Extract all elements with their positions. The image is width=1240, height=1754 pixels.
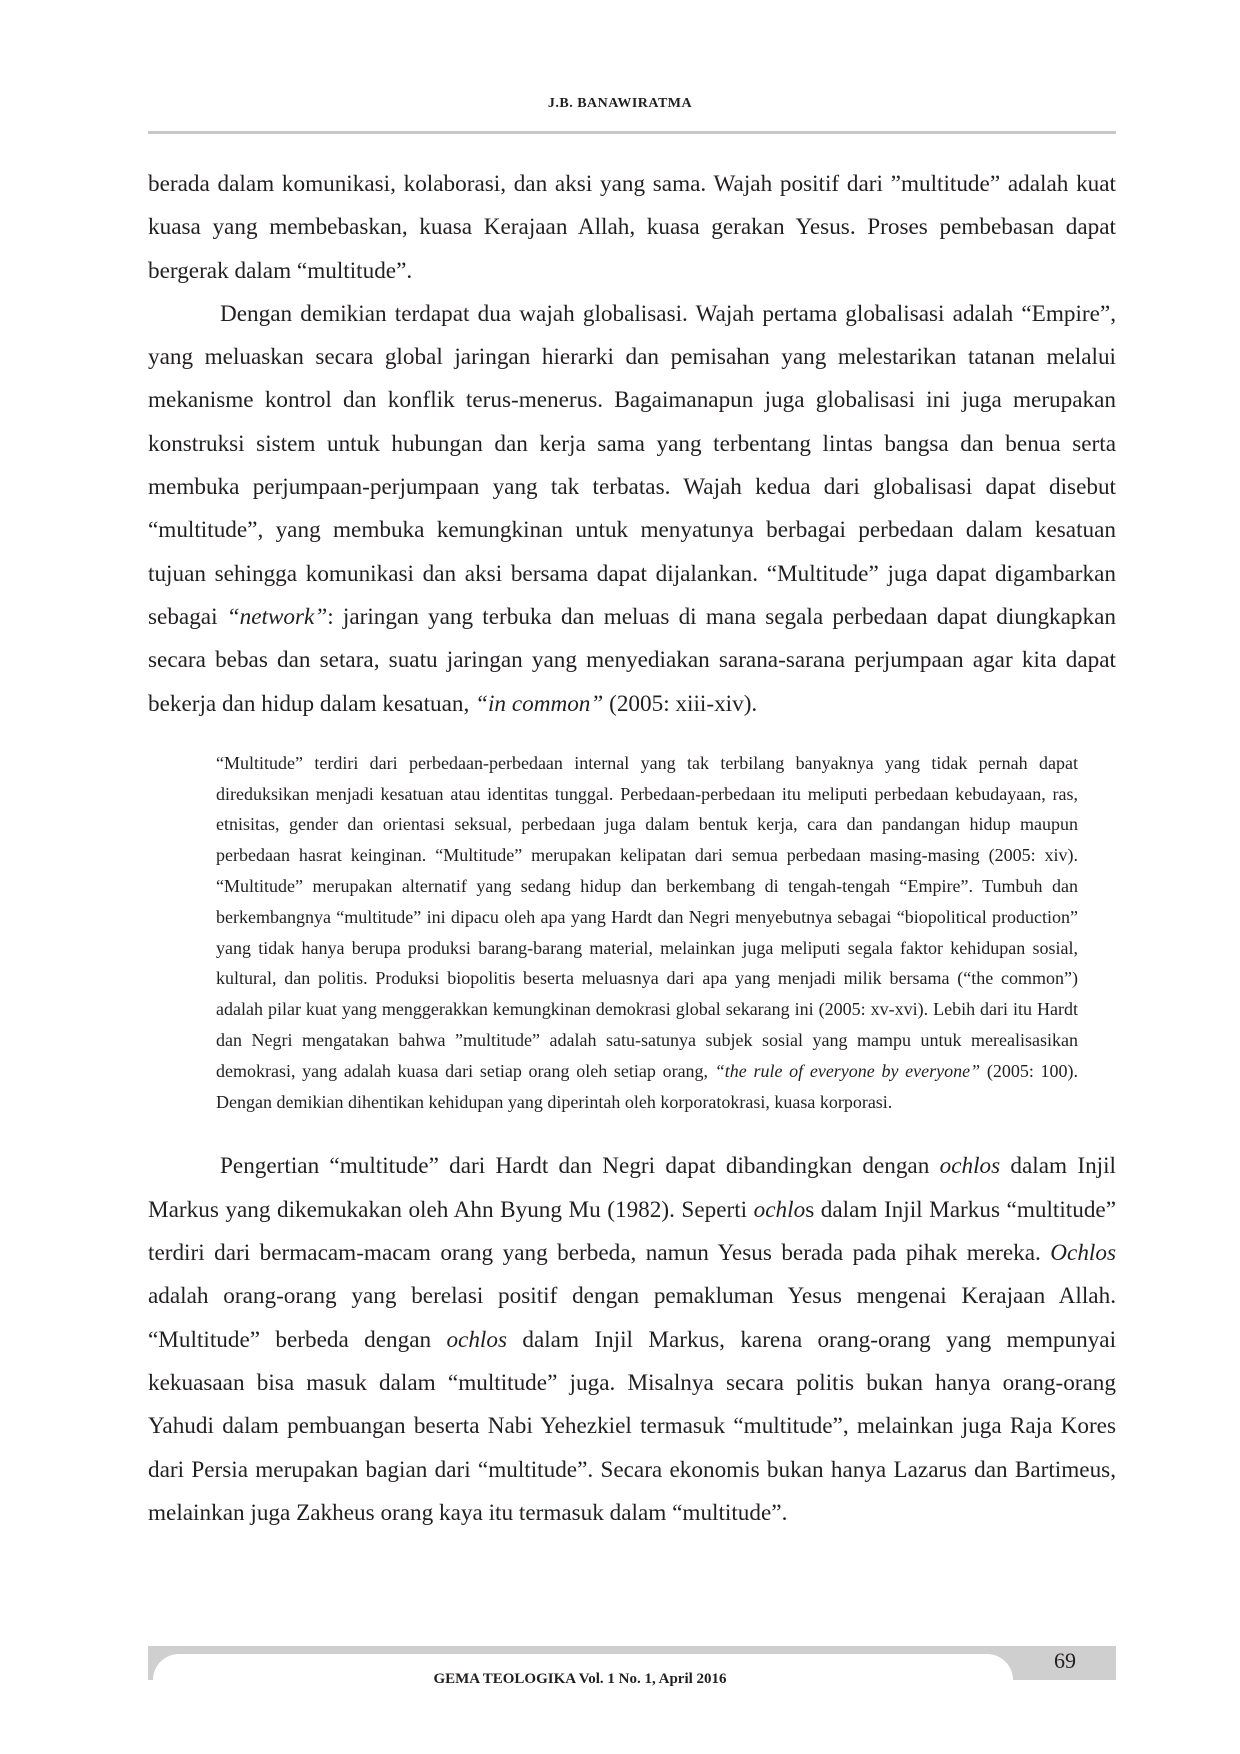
paragraph-3 xyxy=(148,1145,1116,1535)
block-quote xyxy=(216,748,1078,1118)
footer-journal-title: GEMA TEOLOGIKA Vol. 1 No. 1, April 2016 xyxy=(433,1671,727,1687)
article-body xyxy=(148,163,1116,1535)
paragraph-3-text-c: adalah orang-orang yang berelasi positif dengan pemakluman Yesus mengenai Kerajaan Allah. “Multitude” berbeda dengan xyxy=(148,1283,1116,1353)
term-ochlos-1: ochlos xyxy=(939,1153,1001,1180)
quote-term-rule: “the rule of everyone by everyone” xyxy=(714,1060,981,1081)
term-ochlos-2: ochlo xyxy=(753,1196,806,1223)
term-in-common: “in common” xyxy=(475,690,604,717)
paragraph-3-text-d: dalam Injil Markus, karena orang-orang yang mempunyai kekuasaan bisa masuk dalam “multitude” juga. Misalnya secara politis bukan hanya orang-orang Yahudi dalam pembuangan beserta Nabi Yehezkiel termasuk “multitude”, melainkan juga Raja Kores dari Persia merupakan bagian dari “multitude”. Secara ekonomis bukan hanya Lazarus dan Bartimeus, melainkan juga Zakheus orang kaya itu termasuk dalam “multitude”. xyxy=(148,1326,1117,1526)
paragraph-2-text-b: : jaringan yang terbuka dan meluas di mana segala perbedaan dapat diungkapkan secara bebas dan setara, suatu jaringan yang menyediakan sarana-sarana perjumpaan agar kita dapat bekerja dan hidup dalam kesatuan, xyxy=(148,603,1117,717)
quote-text-b: (2005: 100). Dengan demikian dihentikan kehidupan yang diperintah oleh korporatokrasi, kuasa korporasi. xyxy=(216,1060,1079,1112)
paragraph-2-text-c: (2005: xiii-xiv). xyxy=(609,690,758,717)
paragraph-2 xyxy=(148,293,1116,726)
header-rule xyxy=(148,131,1116,134)
page-number: 69 xyxy=(1054,1648,1076,1673)
paragraph-3-text-a: Pengertian “multitude” dari Hardt dan Negri dapat dibandingkan dengan xyxy=(220,1153,930,1180)
paragraph-2-text-a: Dengan demikian terdapat dua wajah globalisasi. Wajah pertama globalisasi adalah “Empire”, yang meluaskan secara global jaringan hierarki dan pemisahan yang melestarikan tatanan melalui mekanisme kontrol dan konflik terus-menerus. Bagaimanapun juga globalisasi ini juga merupakan konstruksi sistem untuk hubungan dan kerja sama yang terbentang lintas bangsa dan benua serta membuka perjumpaan-perjumpaan yang tak terbatas. Wajah kedua dari globalisasi dapat disebut “multitude”, yang membuka kemungkinan untuk menyatunya berbagai perbedaan dalam kesatuan tujuan sehingga komunikasi dan aksi bersama dapat dijalankan. “Multitude” juga dapat digambarkan sebagai xyxy=(148,300,1116,630)
paragraph-1: berada dalam komunikasi, kolaborasi, dan aksi yang sama. Wajah positif dari ”multitude” adalah kuat kuasa yang membebaskan, kuasa Kerajaan Allah, kuasa gerakan Yesus. Proses pembebasan dapat bergerak dalam “multitude”. xyxy=(148,171,1116,284)
paragraph-3-text-b: dalam Injil Markus yang dikemukakan oleh Ahn Byung Mu (1982). Seperti xyxy=(148,1153,1116,1223)
term-network: “network” xyxy=(226,603,328,630)
term-ochlos-3: Ochlos xyxy=(1050,1240,1116,1267)
quote-text-a: “Multitude” terdiri dari perbedaan-perbedaan internal yang tak terbilang banyaknya yang tidak pernah dapat direduksikan menjadi kesatuan atau identitas tunggal. Perbedaan-perbedaan itu meliputi perbedaan kebudayaan, ras, etnisitas, gender dan orientasi seksual, perbedaan juga dalam bentuk kerja, cara dan pandangan hidup maupun perbedaan hasrat keinginan. “Multitude” merupakan kelipatan dari semua perbedaan masing-masing (2005: xiv). “Multitude” merupakan alternatif yang sedang hidup dan berkembang di tengah-tengah “Empire”. Tumbuh dan berkembangnya “multitude” ini dipacu oleh apa yang Hardt dan Negri menyebutnya sebagai “biopolitical production” yang tidak hanya berupa produksi barang-barang material, melainkan juga meliputi segala faktor kehidupan sosial, kultural, dan politis. Produksi biopolitis beserta meluasnya dari apa yang menjadi milik bersama (“the common”) adalah pilar kuat yang menggerakkan kemungkinan demokrasi global sekarang ini (2005: xv-xvi). Lebih dari itu Hardt dan Negri mengatakan bahwa ”multitude” adalah satu-satunya subjek sosial yang mampu untuk merealisasikan demokrasi, yang adalah kuasa dari setiap orang oleh setiap orang, xyxy=(216,752,1078,1081)
running-head: J.B. BANAWIRATMA xyxy=(547,96,693,111)
term-ochlos-4: ochlos xyxy=(446,1326,507,1353)
paragraph-3-text-b2: s dalam Injil Markus “multitude” terdiri dari bermacam-macam orang yang berbeda, namun Yesus berada pada pihak mereka. xyxy=(148,1196,1116,1267)
